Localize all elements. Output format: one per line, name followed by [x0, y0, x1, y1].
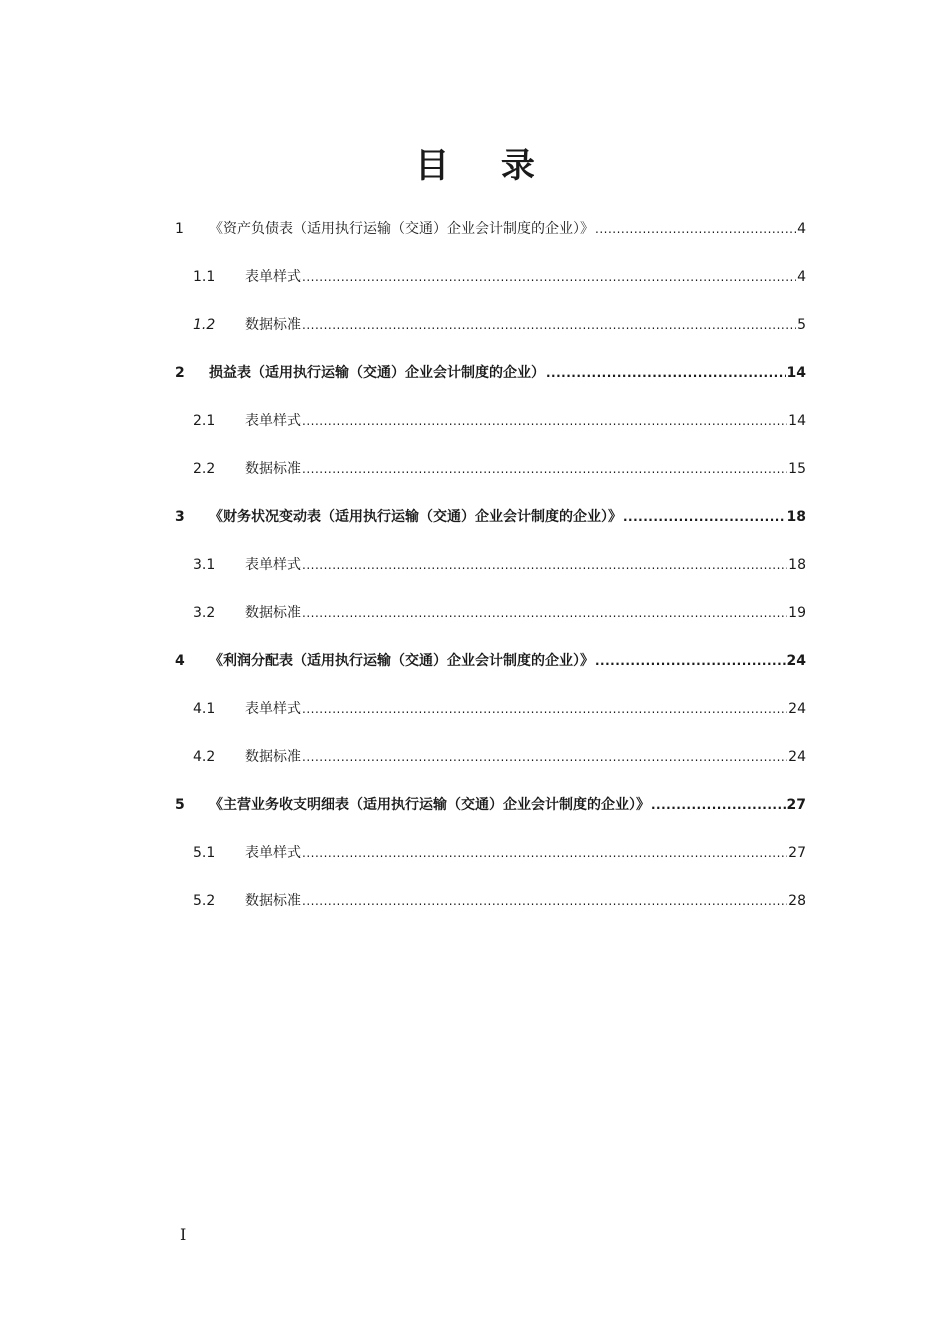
toc-page: 28 — [788, 893, 806, 909]
toc-entry-3-2[interactable] — [193, 603, 806, 623]
toc-page: 5 — [797, 317, 806, 333]
toc-page: 14 — [786, 365, 806, 381]
toc-label: 《主营业务收支明细表（适用执行运输（交通）企业会计制度的企业）》 — [209, 797, 650, 813]
toc-number: 5.1 — [193, 845, 216, 861]
toc-number: 3.2 — [193, 605, 216, 621]
page-title: 目 录 — [415, 146, 555, 186]
toc-page: 19 — [788, 605, 806, 621]
toc-leader — [302, 411, 787, 431]
toc-label: 《资产负债表（适用执行运输（交通）企业会计制度的企业）》 — [209, 221, 594, 237]
toc-label: 表单样式 — [245, 557, 301, 573]
toc-entry-5-2[interactable] — [193, 891, 806, 911]
toc-page: 24 — [788, 701, 806, 717]
toc-number: 4.2 — [193, 749, 216, 765]
toc-entry-5-1[interactable] — [193, 843, 806, 863]
toc-entry-1-2[interactable] — [193, 315, 806, 335]
toc-number: 3.1 — [193, 557, 216, 573]
toc-page: 15 — [788, 461, 806, 477]
toc-number: 2.1 — [193, 413, 216, 429]
toc-leader — [302, 603, 787, 623]
toc-entry-4-2[interactable] — [193, 747, 806, 767]
toc-entry-3-1[interactable] — [193, 555, 806, 575]
toc-entry-1-1[interactable] — [193, 267, 806, 287]
toc-page: 18 — [786, 509, 806, 525]
toc-page: 24 — [786, 653, 806, 669]
toc-entry-3[interactable] — [175, 507, 806, 527]
toc-number: 1.2 — [193, 317, 216, 333]
toc-leader — [302, 699, 787, 719]
toc-number: 5.2 — [193, 893, 216, 909]
toc-page: 14 — [788, 413, 806, 429]
toc-leader — [302, 555, 787, 575]
toc-leader — [546, 363, 786, 383]
toc-label: 表单样式 — [245, 413, 301, 429]
toc-entry-4-1[interactable] — [193, 699, 806, 719]
toc-leader — [302, 747, 787, 767]
toc-number: 4 — [175, 653, 185, 669]
toc-leader — [302, 891, 787, 911]
toc-number: 5 — [175, 797, 185, 813]
toc-number: 2.2 — [193, 461, 216, 477]
toc-number: 3 — [175, 509, 185, 525]
toc-page: 18 — [788, 557, 806, 573]
toc-leader — [302, 459, 787, 479]
toc-label: 表单样式 — [245, 701, 301, 717]
toc-entry-5[interactable] — [175, 795, 806, 815]
toc-page: 24 — [788, 749, 806, 765]
toc-label: 《利润分配表（适用执行运输（交通）企业会计制度的企业）》 — [209, 653, 594, 669]
toc-label: 数据标准 — [245, 317, 301, 333]
toc-number: 1.1 — [193, 269, 216, 285]
toc-entry-2[interactable] — [175, 363, 806, 383]
toc-number: 1 — [175, 221, 184, 237]
toc-entry-2-1[interactable] — [193, 411, 806, 431]
toc-label: 数据标准 — [245, 605, 301, 621]
toc-label: 损益表（适用执行运输（交通）企业会计制度的企业） — [209, 365, 545, 381]
toc-label: 《财务状况变动表（适用执行运输（交通）企业会计制度的企业）》 — [209, 509, 622, 525]
toc-leader — [302, 267, 796, 287]
toc-entry-1[interactable] — [175, 219, 806, 239]
toc-entry-2-2[interactable] — [193, 459, 806, 479]
toc-page: 27 — [786, 797, 806, 813]
toc-label: 数据标准 — [245, 461, 301, 477]
toc-number: 2 — [175, 365, 185, 381]
toc-label: 数据标准 — [245, 893, 301, 909]
toc-leader — [302, 843, 787, 863]
toc-leader — [302, 315, 796, 335]
footer-page-number: I — [180, 1225, 187, 1244]
toc-leader — [651, 795, 786, 815]
toc-label: 表单样式 — [245, 269, 301, 285]
toc-leader — [595, 219, 796, 239]
toc-label: 表单样式 — [245, 845, 301, 861]
toc-page: 27 — [788, 845, 806, 861]
toc-label: 数据标准 — [245, 749, 301, 765]
toc-number: 4.1 — [193, 701, 216, 717]
toc-page: 4 — [797, 269, 806, 285]
toc-page: 4 — [797, 221, 806, 237]
toc-leader — [595, 651, 786, 671]
toc-leader — [623, 507, 786, 527]
toc-entry-4[interactable] — [175, 651, 806, 671]
